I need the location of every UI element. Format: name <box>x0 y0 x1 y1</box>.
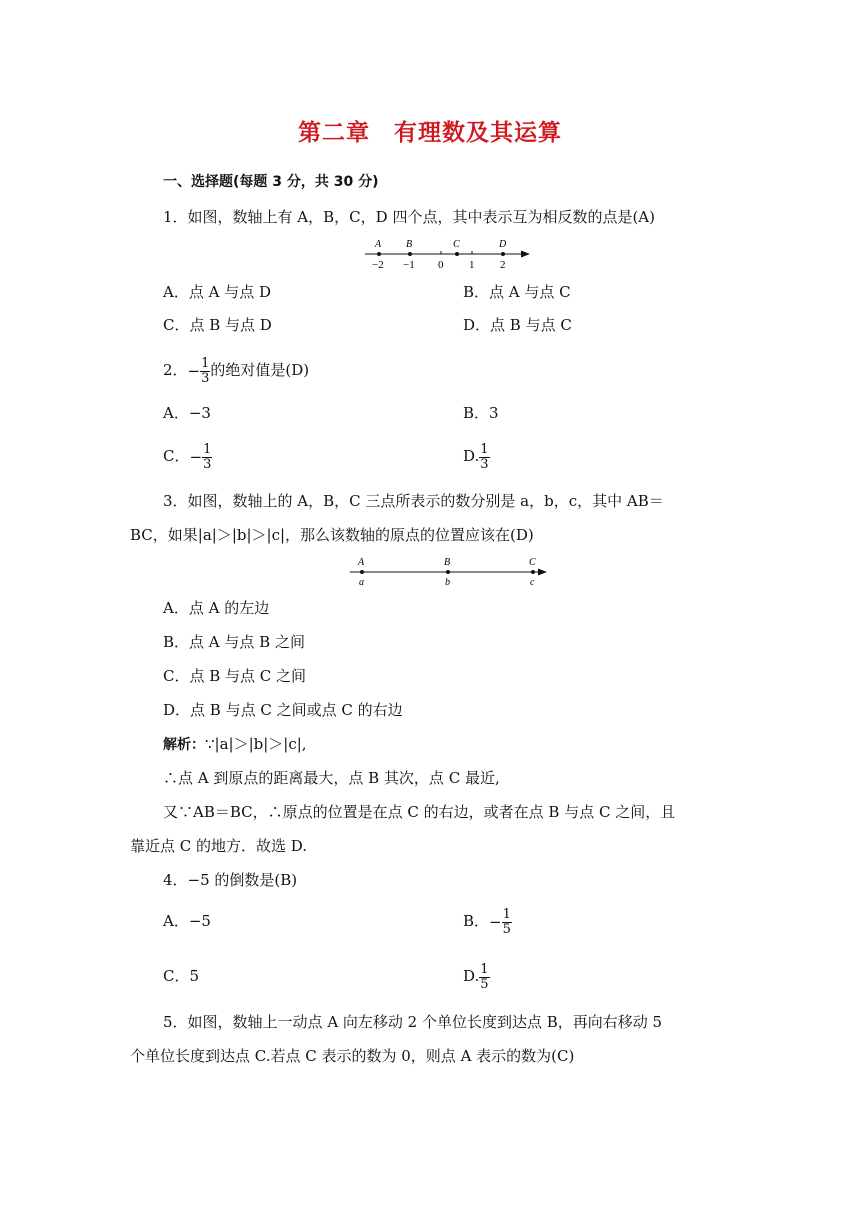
q1-option-d: D．点 B 与点 C <box>463 316 572 334</box>
page-title: 第二章 有理数及其运算 <box>298 120 562 146</box>
q1-point-b <box>408 252 412 256</box>
q2-fraction: $\frac{1}{3}$ <box>201 355 210 386</box>
q1-label-b: B <box>406 239 413 250</box>
q3-label-b: B <box>444 557 451 568</box>
q3-label-c: C <box>529 557 536 568</box>
q3-analysis-line1: 解析：∵|a|＞|b|＞|c|, <box>163 735 307 753</box>
q3-value-c: c <box>530 577 535 588</box>
q4-option-a: A．−5 <box>163 912 211 930</box>
q3-option-d: D．点 B 与点 C 之间或点 C 的右边 <box>163 701 403 719</box>
q3-label-a: A <box>358 557 365 568</box>
q3-point-a <box>360 570 364 574</box>
q2-option-d: D. $\frac{1}{3}$ <box>463 441 489 472</box>
q3-analysis-line2: ∴点 A 到原点的距离最大，点 B 其次，点 C 最近, <box>163 769 500 787</box>
q1-option-b: B．点 A 与点 C <box>463 283 571 301</box>
q1-tick-0: 0 <box>438 259 444 271</box>
q3-value-b: b <box>445 577 450 588</box>
q1-label-c: C <box>453 239 460 250</box>
q3-analysis-line4: 靠近点 C 的地方．故选 D. <box>130 837 308 855</box>
q4-stem: 4．−5 的倒数是(B) <box>163 871 298 889</box>
q2-option-a: A．−3 <box>163 404 211 422</box>
q1-number-line <box>360 234 535 274</box>
q4-option-b: B．− $\frac{1}{5}$ <box>463 906 511 937</box>
q1-stem: 1．如图，数轴上有 A，B，C，D 四个点，其中表示互为相反数的点是(A) <box>163 208 655 226</box>
q1-option-a: A．点 A 与点 D <box>163 283 271 301</box>
q1-label-a: A <box>375 239 382 250</box>
q1-option-c: C．点 B 与点 D <box>163 316 272 334</box>
q1-tick-2: 2 <box>500 259 506 271</box>
analysis-label: 解析： <box>163 737 205 753</box>
q2-option-c: C．− $\frac{1}{3}$ <box>163 441 212 472</box>
q1-tick-1: 1 <box>469 259 475 271</box>
q1-label-d: D <box>499 239 507 250</box>
q3-number-line <box>345 553 550 591</box>
q3-option-c: C．点 B 与点 C 之间 <box>163 667 307 685</box>
q3-point-b <box>446 570 450 574</box>
q5-stem-line1: 5．如图，数轴上一动点 A 向左移动 2 个单位长度到达点 B，再向右移动 5 <box>163 1013 663 1031</box>
q1-point-c <box>455 252 459 256</box>
q1-point-d <box>501 252 505 256</box>
q2-option-b: B．3 <box>463 404 499 422</box>
q3-analysis-line3: 又∵AB＝BC，∴原点的位置是在点 C 的右边，或者在点 B 与点 C 之间，且 <box>163 803 676 821</box>
q3-option-a: A．点 A 的左边 <box>163 599 270 617</box>
q1-tick-neg2: −2 <box>372 259 384 271</box>
q3-option-b: B．点 A 与点 B 之间 <box>163 633 305 651</box>
q5-stem-line2: 个单位长度到达点 C.若点 C 表示的数为 0，则点 A 表示的数为(C) <box>130 1047 575 1065</box>
q1-point-a <box>377 252 381 256</box>
q3-value-a: a <box>359 577 364 588</box>
q1-tick-neg1: −1 <box>403 259 415 271</box>
section-heading: 一、选择题(每题 3 分，共 30 分) <box>163 174 379 190</box>
q4-option-c: C．5 <box>163 967 200 985</box>
q3-stem-line2: BC，如果|a|＞|b|＞|c|，那么该数轴的原点的位置应该在(D) <box>130 526 534 544</box>
q4-option-d: D. $\frac{1}{5}$ <box>463 961 489 992</box>
q2-stem: 2．− $\frac{1}{3}$ 的绝对值是(D) <box>163 355 310 386</box>
q3-point-c <box>531 570 535 574</box>
q3-stem-line1: 3．如图，数轴上的 A，B，C 三点所表示的数分别是 a，b，c，其中 AB＝ <box>163 492 664 510</box>
